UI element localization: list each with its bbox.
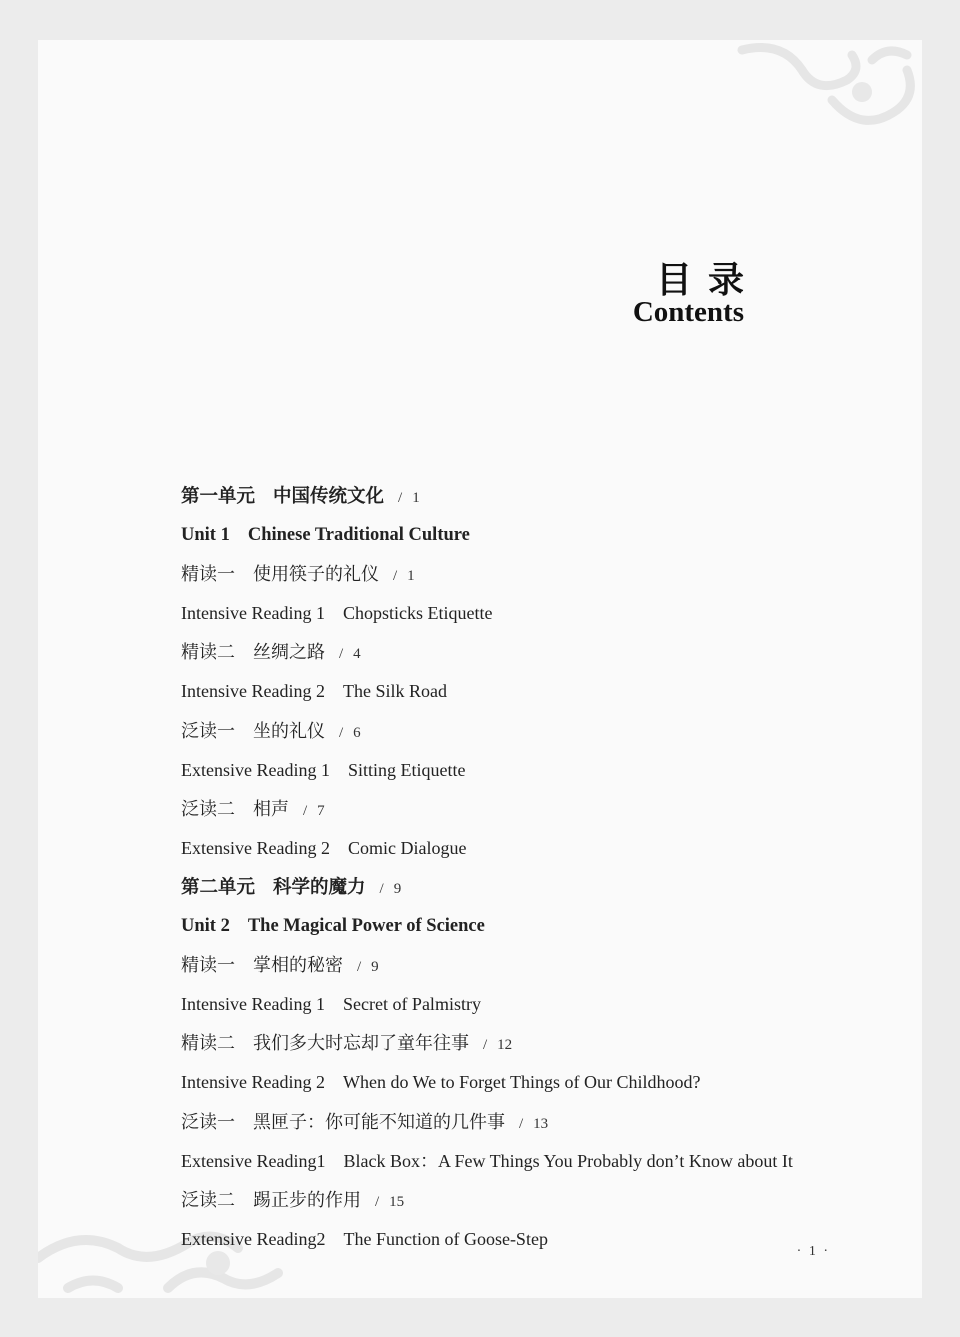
- toc-entry-label: 第一单元: [181, 486, 256, 507]
- toc-page-reference: [339, 635, 361, 674]
- toc-entry[interactable]: [181, 790, 881, 829]
- toc-entry-label: Unit 2: [181, 916, 230, 937]
- toc-entry-title: Secret of Palmistry: [342, 994, 481, 1015]
- toc-page-number: 15: [389, 1193, 405, 1210]
- cloud-ornament-icon: [722, 40, 922, 140]
- page-separator: /: [393, 568, 398, 585]
- page-separator: /: [339, 646, 344, 663]
- toc-entry-title: 使用筷子的礼仪: [253, 564, 379, 586]
- document-page: [38, 40, 922, 1298]
- page-separator: /: [357, 959, 362, 976]
- toc-entry[interactable]: [181, 985, 881, 1024]
- toc-page-number: 12: [497, 1037, 513, 1054]
- toc-entry-title: 我们多大时忘却了童年往事: [253, 1033, 469, 1055]
- toc-entry-title: 科学的魔力: [273, 876, 366, 898]
- toc-page-number: 13: [533, 1115, 549, 1132]
- page-separator: /: [519, 1115, 524, 1132]
- toc-entry-label: Intensive Reading 1: [181, 994, 325, 1015]
- toc-entry-title: The Function of Goose-Step: [343, 1228, 548, 1249]
- toc-entry[interactable]: [181, 751, 881, 790]
- toc-page-number: 9: [371, 959, 379, 976]
- toc-entry[interactable]: [181, 555, 881, 594]
- toc-entry-title: 中国传统文化: [273, 486, 385, 507]
- page-separator: /: [483, 1037, 488, 1054]
- toc-entry-label: Extensive Reading 2: [181, 837, 330, 858]
- toc-entry-label: Extensive Reading 1: [181, 759, 330, 780]
- toc-entry-label: Extensive Reading2: [181, 1228, 326, 1249]
- toc-page-number: 6: [353, 724, 361, 741]
- toc-entry[interactable]: [181, 1220, 881, 1259]
- toc-entry[interactable]: [181, 829, 881, 868]
- toc-entry-title: 踢正步的作用: [253, 1189, 361, 1211]
- page-separator: /: [339, 724, 344, 741]
- toc-unit-entry[interactable]: [181, 477, 881, 516]
- toc-entry-label: Unit 1: [181, 525, 230, 546]
- toc-entry-label: 第二单元: [181, 876, 256, 898]
- toc-page-number: 4: [353, 646, 361, 663]
- toc-entry-label: 泛读二: [181, 1189, 235, 1211]
- page-separator: /: [379, 880, 384, 897]
- toc-entry[interactable]: [181, 633, 881, 672]
- toc-entry-title: 相声: [253, 798, 289, 820]
- contents-heading-chinese: 目录: [655, 260, 760, 301]
- toc-entry-title: When do We to Forget Things of Our Childhood?: [342, 1072, 701, 1093]
- contents-heading-english: Contents: [632, 296, 744, 328]
- toc-entry-label: 泛读二: [181, 798, 235, 820]
- toc-entry[interactable]: [181, 594, 881, 633]
- toc-entry-title: The Silk Road: [342, 681, 447, 702]
- toc-page-reference: [398, 479, 420, 518]
- toc-page-reference: [393, 557, 415, 596]
- toc-entry-title: 坐的礼仪: [253, 720, 325, 742]
- toc-entry-label: 精读一: [181, 955, 235, 977]
- toc-entry-title: 丝绸之路: [253, 642, 325, 664]
- toc-page-number: 9: [393, 880, 402, 897]
- toc-entry-label: Extensive Reading1: [181, 1150, 326, 1171]
- toc-entry-label: 精读二: [181, 1033, 235, 1055]
- toc-unit-entry[interactable]: [181, 907, 881, 946]
- table-of-contents: [181, 477, 881, 1259]
- toc-page-reference: [375, 1183, 404, 1222]
- toc-unit-entry[interactable]: [181, 516, 881, 555]
- toc-entry-label: 泛读一: [181, 720, 235, 742]
- toc-page-number: 7: [317, 802, 325, 819]
- toc-entry[interactable]: [181, 1142, 881, 1181]
- toc-page-reference: [303, 792, 325, 831]
- toc-entry-title: Sitting Etiquette: [347, 759, 466, 780]
- toc-page-reference: [380, 870, 402, 909]
- toc-entry-title: Black Box：A Few Things You Probably don’t Know about It: [343, 1150, 793, 1171]
- toc-entry[interactable]: [181, 1063, 881, 1102]
- toc-entry-label: Intensive Reading 2: [181, 681, 325, 702]
- toc-entry-label: 精读二: [181, 642, 235, 664]
- toc-entry-label: 泛读一: [181, 1111, 235, 1133]
- toc-page-reference: [519, 1105, 548, 1144]
- page-separator: /: [303, 802, 308, 819]
- toc-entry[interactable]: [181, 1181, 881, 1220]
- toc-page-reference: [339, 714, 361, 753]
- toc-entry[interactable]: [181, 672, 881, 711]
- toc-unit-entry[interactable]: [181, 868, 881, 907]
- toc-entry-title: Comic Dialogue: [347, 837, 467, 858]
- toc-entry-title: Chopsticks Etiquette: [342, 603, 493, 624]
- toc-entry-title: Chinese Traditional Culture: [247, 525, 470, 546]
- toc-entry-title: The Magical Power of Science: [247, 916, 485, 937]
- toc-entry[interactable]: [181, 1103, 881, 1142]
- toc-entry[interactable]: [181, 712, 881, 751]
- toc-page-number: 1: [407, 568, 415, 585]
- page-separator: /: [398, 490, 403, 506]
- page-separator: /: [375, 1193, 380, 1210]
- toc-page-reference: [483, 1026, 512, 1065]
- toc-entry[interactable]: [181, 946, 881, 985]
- toc-entry-label: Intensive Reading 1: [181, 603, 325, 624]
- toc-entry[interactable]: [181, 1024, 881, 1063]
- toc-entry-label: 精读一: [181, 564, 235, 586]
- toc-page-reference: [357, 948, 379, 987]
- toc-entry-title: 掌相的秘密: [253, 955, 343, 977]
- page-number: · 1 ·: [796, 1244, 830, 1259]
- toc-page-number: 1: [412, 490, 420, 506]
- toc-entry-label: Intensive Reading 2: [181, 1072, 325, 1093]
- toc-entry-title: 黑匣子：你可能不知道的几件事: [253, 1111, 505, 1133]
